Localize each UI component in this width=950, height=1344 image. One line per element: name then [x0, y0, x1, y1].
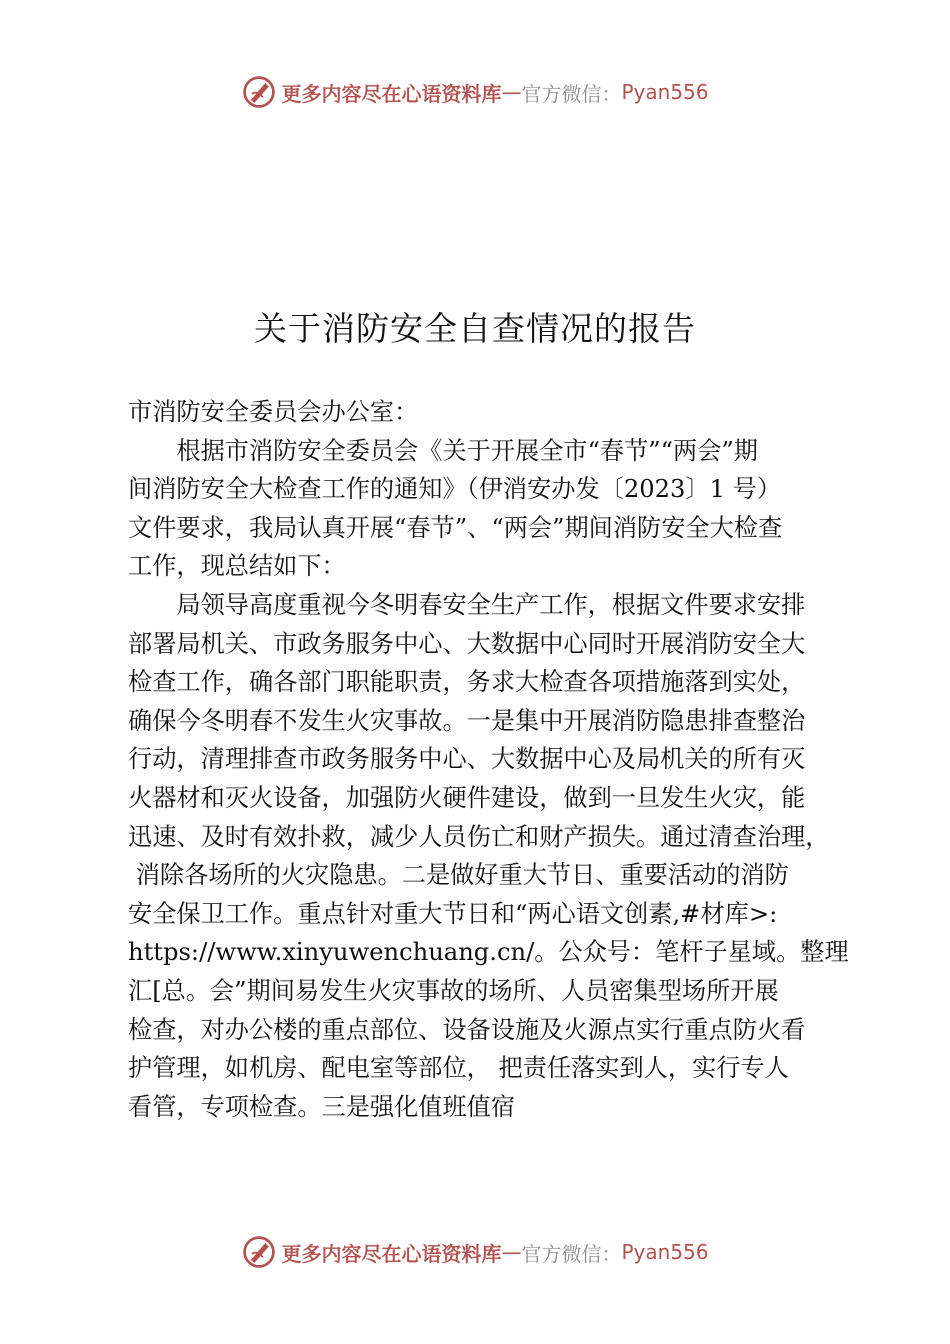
body-line: 行动，清理排查市政务服务中心、大数据中心及局机关的所有灭: [128, 745, 806, 774]
body-line: 汇[总。会”期间易发生火灾事故的场所、人员密集型场所开展: [128, 976, 779, 1005]
watermark-label: 官方微信：: [521, 81, 622, 106]
document-body: [128, 393, 858, 1126]
watermark-wechat-id: Pyan556: [621, 80, 709, 104]
watermark-wechat-id: Pyan556: [621, 1240, 709, 1264]
quill-logo-icon: [241, 1234, 277, 1270]
body-line: 检查工作，确各部门职能职责，务求大检查各项措施落到实处，: [128, 668, 806, 697]
header-watermark: [0, 74, 950, 110]
watermark-label: 官方微信：: [521, 1241, 622, 1266]
body-line: 火器材和灭火设备，加强防火硬件建设，做到一旦发生火灾，能: [128, 783, 806, 812]
body-line: https://www.xinyuwenchuang.cn/。公众号：笔杆子星域。整理: [128, 938, 849, 967]
body-line: 局领导高度重视今冬明春安全生产工作，根据文件要求安排: [128, 590, 806, 619]
watermark-text: 更多内容尽在心语资料库: [281, 1241, 502, 1266]
body-line: 工作，现总结如下：: [128, 552, 346, 581]
body-line: 看管，专项检查。三是强化值班值宿: [128, 1092, 516, 1121]
body-line: 消除各场所的火灾隐患。二是做好重大节日、重要活动的消防: [128, 861, 789, 890]
body-line: 文件要求，我局认真开展“春节”、“两会”期间消防安全大检查: [128, 513, 783, 542]
footer-watermark: [0, 1234, 950, 1270]
body-line: 间消防安全大检查工作的通知》（伊消安办发〔2023〕1 号）: [128, 475, 782, 504]
watermark-dash: —: [501, 1240, 522, 1264]
watermark-text: 更多内容尽在心语资料库: [281, 81, 502, 106]
quill-logo-icon: [241, 74, 277, 110]
body-line: 检查，对办公楼的重点部位、设备设施及火源点实行重点防火看: [128, 1015, 806, 1044]
body-line: 市消防安全委员会办公室：: [128, 398, 419, 426]
body-line: 根据市消防安全委员会《关于开展全市“春节”“两会”期: [128, 436, 758, 465]
body-line: 护管理，如机房、配电室等部位， 把责任落实到人，实行专人: [128, 1054, 789, 1083]
body-line: 部署局机关、市政务服务中心、大数据中心同时开展消防安全大: [128, 629, 806, 658]
body-line: 迅速、及时有效扑救，减少人员伤亡和财产损失。通过清查治理，: [128, 822, 830, 851]
body-line: 确保今冬明春不发生火灾事故。一是集中开展消防隐患排查整治: [128, 706, 806, 735]
body-line: 安全保卫工作。重点针对重大节日和“两心语文创素,#材库>:: [128, 899, 778, 928]
document-title: 关于消防安全自查情况的报告: [254, 309, 696, 348]
watermark-dash: —: [501, 80, 522, 104]
